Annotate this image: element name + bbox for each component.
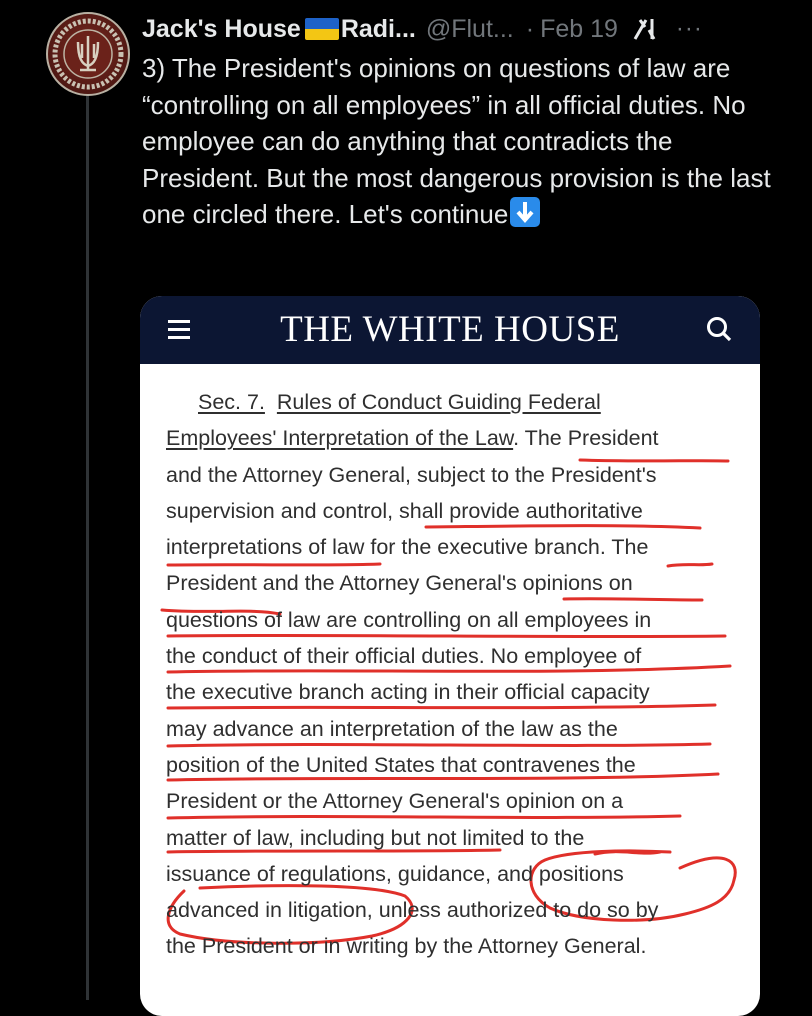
doc-line-8: the executive branch acting in their official capacity <box>166 680 650 705</box>
doc-line-3: supervision and control, shall provide authoritative <box>166 498 643 523</box>
doc-line-12: matter of law, including but not limited to the <box>166 825 585 850</box>
post-body: 3) The President's opinions on questions of law are “controlling on all employees” in all official duties. No employee can do anything that contradicts the President. But the most dangerous provision is the last one circled there. Let's continue <box>142 53 771 229</box>
doc-line-5: President and the Attorney General's opinions on <box>166 571 633 596</box>
doc-line-11: President or the Attorney General's opinion on a <box>166 789 624 814</box>
doc-line-15: the President or in writing by the Attorney General. <box>166 934 647 959</box>
site-title: THE WHITE HOUSE <box>280 309 620 350</box>
doc-line-4: interpretations of law for the executive branch. The <box>166 535 649 560</box>
post-date[interactable]: Feb 19 <box>540 14 618 43</box>
thread-connector-line <box>86 94 89 1000</box>
author-name[interactable]: Jack's House <box>142 14 301 43</box>
doc-line-10: position of the United States that contravenes the <box>166 752 636 777</box>
more-options-button[interactable]: ··· <box>675 15 703 42</box>
post-text <box>142 50 782 233</box>
author-handle[interactable]: @Flut... <box>425 14 514 43</box>
embedded-screenshot-card[interactable] <box>140 296 760 1016</box>
author-name-suffix[interactable]: Radi... <box>340 14 416 43</box>
down-arrow-emoji-icon <box>510 197 540 227</box>
doc-line-13: issuance of regulations, guidance, and positions <box>166 861 624 886</box>
grok-icon[interactable] <box>632 16 658 42</box>
doc-line-2: and the Attorney General, subject to the President's <box>166 462 657 487</box>
section-label: Sec. 7. <box>198 390 265 414</box>
author-avatar[interactable] <box>46 12 130 96</box>
ukraine-flag-icon <box>305 18 339 40</box>
section-heading-part2: Employees' Interpretation of the Law <box>166 426 514 451</box>
doc-line-7: the conduct of their official duties. No employee of <box>166 644 642 669</box>
doc-line-6: questions of law are controlling on all employees in <box>166 607 652 632</box>
trident-emblem-icon <box>48 14 128 94</box>
doc-line-14: advanced in litigation, unless authorized to do so by <box>166 898 659 923</box>
post-header <box>142 12 812 46</box>
executive-order-excerpt <box>166 384 746 965</box>
doc-line-1: . The President <box>513 426 659 451</box>
doc-line-9: may advance an interpretation of the law as the <box>166 716 618 741</box>
separator-dot: · <box>525 14 535 43</box>
section-heading-part1: Rules of Conduct Guiding Federal <box>276 390 601 414</box>
